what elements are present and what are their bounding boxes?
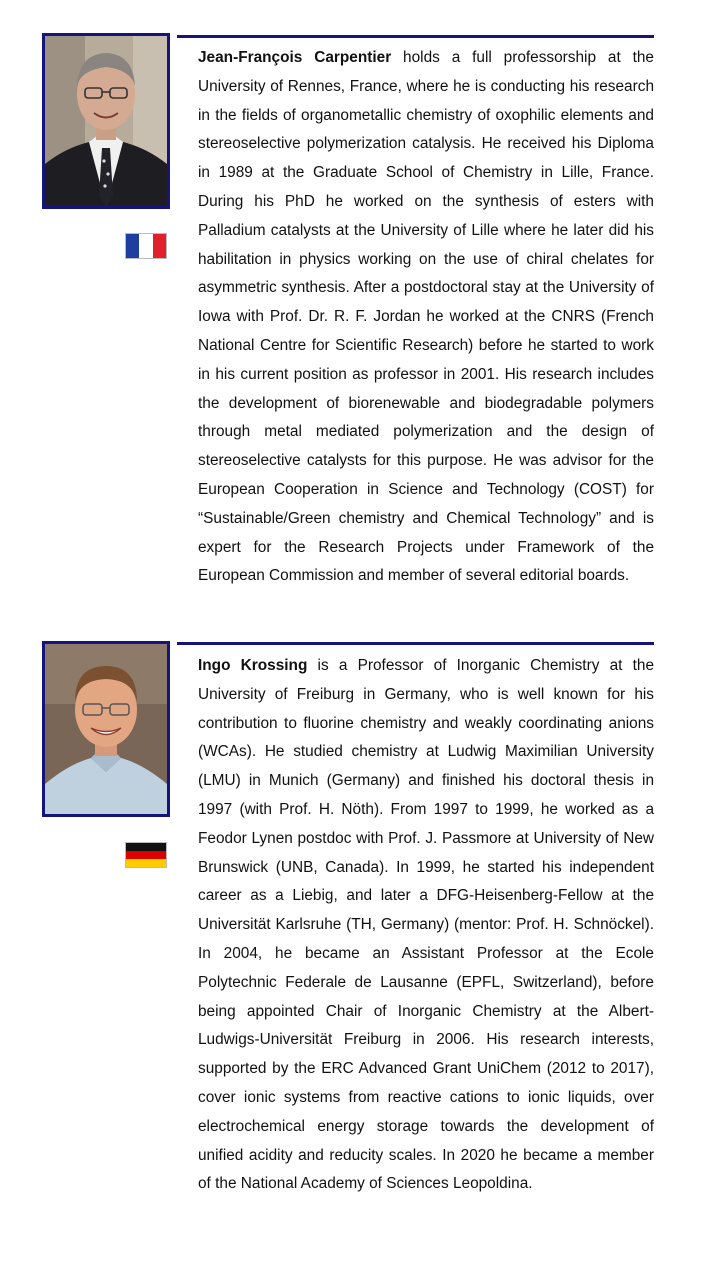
bio-text-carpentier: [198, 44, 654, 591]
bio-krossing: [0, 625, 720, 1280]
flag-stripe: [153, 234, 166, 258]
bio-body-carpentier: holds a full professorship at the University of Rennes, France, where he is conducting his research in the fields of organometallic chemistry of oxophilic elements and stereoselective polymerization catalysis. He received his Diploma in 1989 at the Graduate School of Chemistry in Lille, France. During his PhD he worked on the synthesis of esters with Palladium catalysts at the University of Lille where he later did his habilitation in physics working on the use of chiral chelates for asymmetric synthesis. After a postdoctoral stay at the University of Iowa with Prof. Dr. R. F. Jordan he worked at the CNRS (French National Centre for Scientific Research) before he started to work in his current position as professor in 2001. His research includes the development of biorenewable and biodegradable polymers through metal mediated polymerization and the design of stereoselective catalysts for this purpose. He was advisor for the European Cooperation in Science and Technology (COST) for “Sustainable/Green chemistry and Chemical Technology” and is expert for the Research Projects under Framework of the European Commission and member of several editorial boards.: [198, 49, 654, 585]
france-flag-icon: [125, 233, 167, 259]
section-divider: [177, 35, 654, 38]
germany-flag-icon: [125, 842, 167, 868]
flag-stripe: [126, 851, 166, 859]
bio-text-krossing: [198, 652, 654, 1199]
portrait-photo-carpentier: [42, 33, 170, 209]
bio-name-krossing: Ingo Krossing: [198, 657, 308, 674]
bio-name-carpentier: Jean-François Carpentier: [198, 49, 392, 66]
portrait-krossing-image: [45, 644, 167, 814]
bio-carpentier: [0, 0, 720, 625]
portrait-photo-krossing: [42, 641, 170, 817]
bio-body-krossing: is a Professor of Inorganic Chemistry at the University of Freiburg in Germany, who is well known for his contribution to fluorine chemistry and weakly coordinating anions (WCAs). He studied chemistry at Ludwig Maximilian University (LMU) in Munich (Germany) and finished his doctoral thesis in 1997 (with Prof. H. Nöth). From 1997 to 1999, he worked as a Feodor Lynen postdoc with Prof. J. Passmore at University of New Brunswick (UNB, Canada). In 1999, he started his independent career as a Liebig, and later a DFG-Heisenberg-Fellow at the Universität Karlsruhe (TH, Germany) (mentor: Prof. H. Schnöckel). In 2004, he became an Assistant Professor at the Ecole Polytechnic Federale de Lausanne (EPFL, Switzerland), before being appointed Chair of Inorganic Chemistry at the Albert-Ludwigs-Universität Freiburg in 2006. His research interests, supported by the ERC Advanced Grant UniChem (2012 to 2017), cover ionic systems from reactive cations to ionic liquids, over electrochemical energy storage towards the development of unified acidity and reducity scales. In 2020 he became a member of the National Academy of Sciences Leopoldina.: [198, 657, 654, 1193]
section-divider: [177, 642, 654, 645]
portrait-carpentier-image: [45, 36, 167, 206]
flag-stripe: [126, 859, 166, 867]
flag-stripe: [126, 843, 166, 851]
flag-stripe: [126, 234, 139, 258]
flag-stripe: [139, 234, 152, 258]
